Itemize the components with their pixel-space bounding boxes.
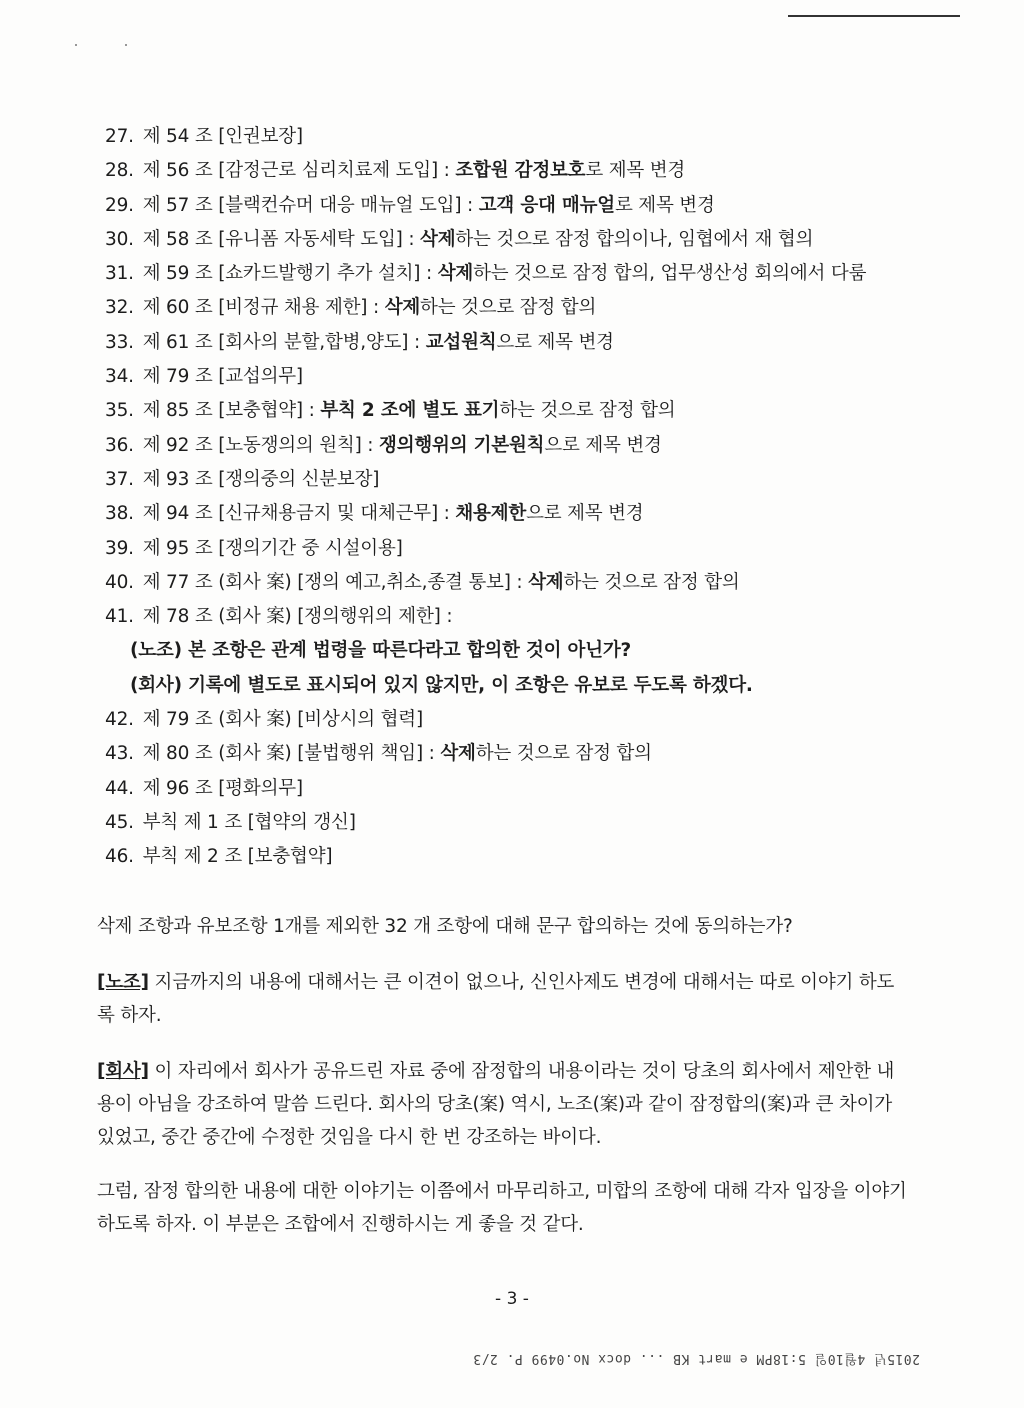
article-item bbox=[105, 394, 925, 428]
item-emphasis: 삭제 bbox=[384, 297, 421, 319]
fax-footer: 2015년 4월10일 5:18PM e mart KB ... docx No.0499 P. 2/3 bbox=[472, 1351, 920, 1366]
item-text: 제 58 조 [유니폼 자동세탁 도입] : bbox=[142, 228, 421, 250]
item-number: 29. bbox=[105, 194, 134, 216]
company-paragraph bbox=[97, 1055, 909, 1154]
article-item bbox=[105, 326, 925, 360]
item-text: 하는 것으로 잠정 합의, 업무생산성 회의에서 다룸 bbox=[473, 263, 867, 285]
article-item bbox=[105, 463, 925, 497]
article-item bbox=[105, 532, 925, 566]
item-text: 제 92 조 [노동쟁의의 원칙] : bbox=[142, 434, 380, 456]
item-emphasis: 삭제 bbox=[437, 263, 474, 285]
union-tag: [노조] bbox=[97, 972, 149, 993]
item-text: 제 79 조 [교섭의무] bbox=[142, 366, 303, 388]
item-number: 30. bbox=[105, 228, 134, 250]
item-number: 33. bbox=[105, 331, 134, 353]
item-emphasis: 부칙 2 조에 별도 표기 bbox=[320, 400, 500, 422]
item-text: 하는 것으로 잠정 합의 bbox=[475, 743, 652, 765]
article-item bbox=[105, 772, 925, 806]
item-text: 제 56 조 [감정근로 심리치료제 도입] : bbox=[142, 160, 456, 182]
item-text: 으로 제목 변경 bbox=[496, 331, 614, 353]
article-item bbox=[105, 429, 925, 463]
item-text: 부칙 제 2 조 [보충협약] bbox=[142, 846, 333, 868]
item-text: 하는 것으로 잠정 합의 bbox=[499, 400, 676, 422]
article-item bbox=[105, 120, 925, 154]
item-text: 제 95 조 [쟁의기간 중 시설이용] bbox=[142, 537, 403, 559]
item-text: 으로 제목 변경 bbox=[526, 503, 644, 525]
item-emphasis: 고객 응대 매뉴얼 bbox=[478, 194, 615, 216]
article-item bbox=[105, 497, 925, 531]
item-emphasis: 채용제한 bbox=[455, 503, 527, 525]
item-number: 32. bbox=[105, 297, 134, 319]
article-item bbox=[105, 600, 925, 634]
item-emphasis: 조합원 감정보호 bbox=[455, 160, 586, 182]
article-item bbox=[105, 291, 925, 325]
item-number: 40. bbox=[105, 571, 134, 593]
discussion-line: (노조) 본 조항은 관계 법령을 따른다라고 합의한 것이 아닌가? bbox=[130, 640, 632, 662]
item-number: 44. bbox=[105, 777, 134, 799]
item-number: 27. bbox=[105, 126, 134, 147]
item-number: 34. bbox=[105, 366, 134, 388]
scan-speck bbox=[75, 44, 77, 46]
item-emphasis: 삭제 bbox=[528, 571, 564, 593]
article-item bbox=[105, 360, 925, 394]
item-number: 46. bbox=[105, 846, 134, 868]
item-number: 35. bbox=[105, 400, 134, 422]
article-item bbox=[105, 737, 925, 771]
company-text: 이 자리에서 회사가 공유드린 자료 중에 잠정합의 내용이라는 것이 당초의 회사에서 제안한 내용이 아님을 강조하여 말씀 드린다. 회사의 당초(案) 역시, 노조(案)과 같이 잠정합의(案)과 큰 차이가 있었고, 중간 중간에 수정한 것임을 다시 한 번 강조하는 바이다. bbox=[97, 1061, 895, 1148]
article-list bbox=[105, 120, 925, 875]
item-number: 39. bbox=[105, 537, 134, 559]
item-text: 제 85 조 [보충협약] : bbox=[142, 400, 321, 422]
closing-paragraph: 그럼, 잠정 합의한 내용에 대한 이야기는 이쯤에서 마무리하고, 미합의 조항에 대해 각자 입장을 이야기하도록 하자. 이 부분은 조합에서 진행하시는 게 좋을 것 같다. bbox=[97, 1181, 907, 1235]
article-item bbox=[105, 840, 925, 874]
item-text: 하는 것으로 잠정 합의이나, 임협에서 재 협의 bbox=[455, 228, 814, 250]
item-text: 하는 것으로 잠정 합의 bbox=[563, 571, 740, 593]
item-number: 31. bbox=[105, 263, 134, 285]
article-item bbox=[105, 806, 925, 840]
article-item bbox=[105, 189, 925, 223]
article-item bbox=[105, 223, 925, 257]
item-number: 43. bbox=[105, 743, 134, 765]
item-text: 제 96 조 [평화의무] bbox=[142, 777, 303, 799]
item-number: 36. bbox=[105, 434, 134, 456]
top-rule bbox=[788, 15, 960, 17]
item-text: 로 제목 변경 bbox=[614, 194, 715, 216]
item-text: 하는 것으로 잠정 합의 bbox=[420, 297, 597, 319]
item-text: 제 79 조 (회사 案) [비상시의 협력] bbox=[142, 709, 423, 731]
item-text: 제 78 조 (회사 案) [쟁의행위의 제한] : bbox=[142, 606, 453, 628]
question-paragraph: 삭제 조항과 유보조항 1개를 제외한 32 개 조항에 대해 문구 합의하는 것에 동의하는가? bbox=[97, 916, 793, 937]
item-number: 42. bbox=[105, 709, 134, 731]
scan-speck bbox=[125, 44, 127, 46]
item-text: 으로 제목 변경 bbox=[544, 434, 662, 456]
item-number: 45. bbox=[105, 811, 134, 833]
item-text: 부칙 제 1 조 [협약의 갱신] bbox=[142, 811, 356, 833]
article-item bbox=[105, 257, 925, 291]
union-paragraph bbox=[97, 966, 909, 1032]
article-item bbox=[105, 154, 925, 188]
discussion-line: (회사) 기록에 별도로 표시되어 있지 않지만, 이 조항은 유보로 두도록 하겠다. bbox=[130, 674, 753, 696]
page-number: - 3 - bbox=[495, 1289, 529, 1309]
item-text: 제 60 조 [비정규 채용 제한] : bbox=[142, 297, 385, 319]
article-item bbox=[105, 566, 925, 600]
item-text: 제 93 조 [쟁의중의 신분보장] bbox=[142, 468, 380, 490]
article-item bbox=[105, 703, 925, 737]
item-text: 로 제목 변경 bbox=[585, 160, 686, 182]
item-emphasis: 삭제 bbox=[420, 228, 456, 250]
item-text: 제 54 조 [인권보장] bbox=[142, 126, 303, 147]
item-emphasis: 삭제 bbox=[440, 743, 476, 765]
item-text: 제 61 조 [회사의 분할,합병,양도] : bbox=[142, 331, 426, 353]
item-text: 제 57 조 [블랙컨슈머 대응 매뉴얼 도입] : bbox=[142, 194, 479, 216]
company-tag: [회사] bbox=[97, 1061, 149, 1082]
item-emphasis: 교섭원칙 bbox=[425, 331, 497, 353]
item-text: 제 77 조 (회사 案) [쟁의 예고,취소,종결 통보] : bbox=[142, 571, 529, 593]
item-number: 41. bbox=[105, 606, 134, 628]
item-text: 제 80 조 (회사 案) [불법행위 책임] : bbox=[142, 743, 441, 765]
item-number: 37. bbox=[105, 468, 134, 490]
item-emphasis: 쟁의행위의 기본원칙 bbox=[379, 434, 545, 456]
item-text: 제 59 조 [쇼카드발행기 추가 설치] : bbox=[142, 263, 438, 285]
item-number: 38. bbox=[105, 503, 134, 525]
item-text: 제 94 조 [신규채용금지 및 대체근무] : bbox=[142, 503, 456, 525]
union-text: 지금까지의 내용에 대해서는 큰 이견이 없으나, 신인사제도 변경에 대해서는 따로 이야기 하도록 하자. bbox=[97, 972, 895, 1026]
item-number: 28. bbox=[105, 160, 134, 182]
